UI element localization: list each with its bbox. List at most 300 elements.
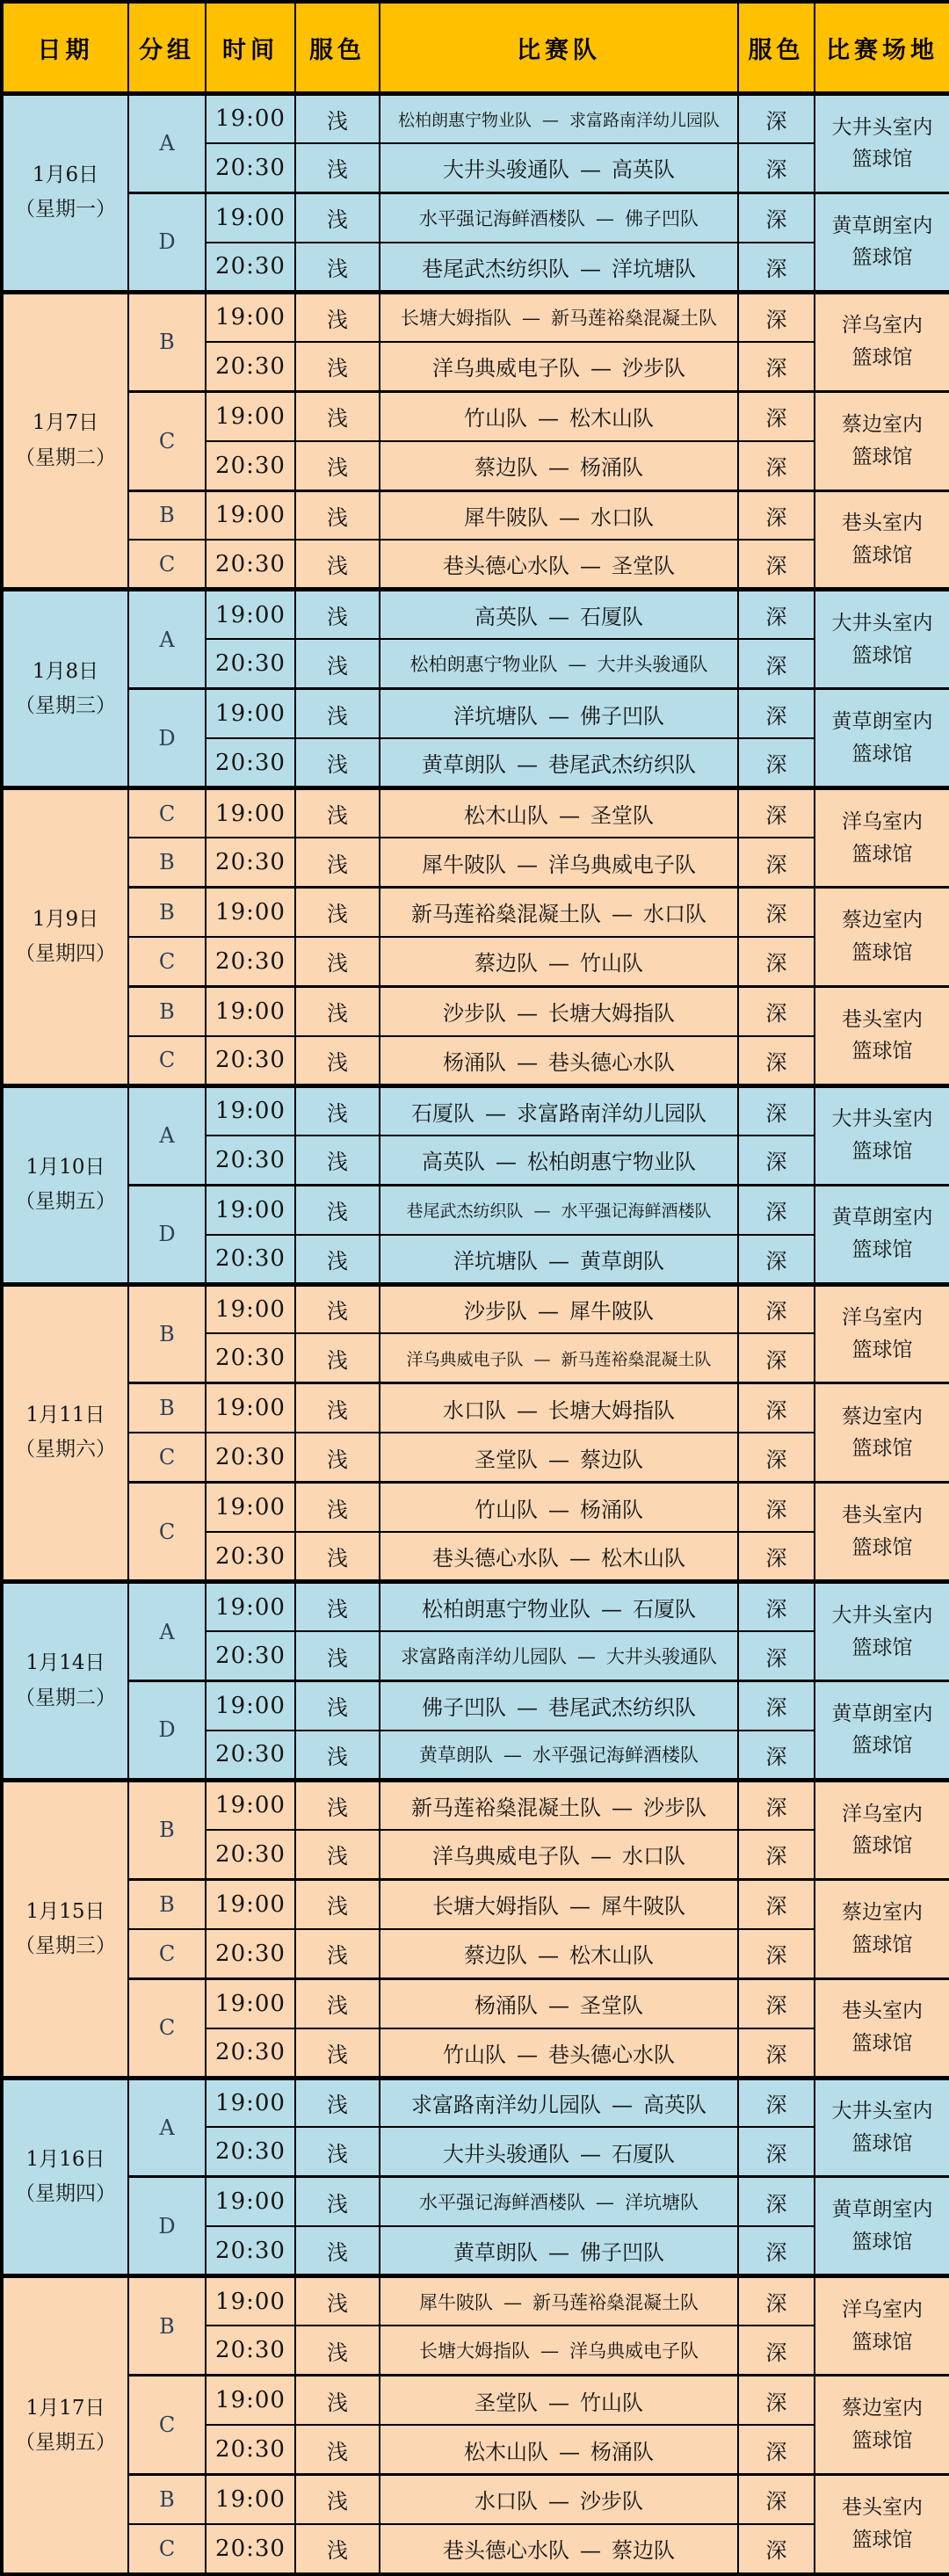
- match-row: [2, 2078, 949, 2127]
- date-line-1: 1月9日: [32, 907, 99, 931]
- home-team: 求富路南洋幼儿园队: [401, 1646, 567, 1668]
- venue-cell: [815, 391, 949, 490]
- group-cell: B: [128, 888, 206, 937]
- venue-line-1: 巷头室内: [842, 512, 923, 535]
- venue-cell: [815, 490, 949, 590]
- group-cell: B: [128, 2475, 206, 2524]
- match-cell: [380, 1830, 738, 1879]
- away-uniform-cell: 深: [738, 2226, 815, 2275]
- home-team: 圣堂队: [474, 1447, 538, 1472]
- vs-dash: —: [533, 1349, 551, 1369]
- date-line-1: 1月10日: [25, 1156, 105, 1179]
- group-cell: C: [128, 1036, 206, 1085]
- group-cell: B: [128, 1780, 206, 1879]
- away-uniform-cell: 深: [738, 292, 815, 341]
- home-team: 蔡边队: [474, 951, 538, 976]
- group-cell: C: [128, 2376, 206, 2475]
- match-cell: [380, 1731, 738, 1780]
- time-cell: 19:00: [206, 1780, 295, 1829]
- venue-cell: [815, 888, 949, 987]
- venue-line-1: 巷头室内: [842, 1007, 923, 1031]
- venue-line-1: 巷头室内: [842, 1503, 923, 1527]
- home-uniform-cell: 浅: [295, 1185, 380, 1234]
- venue-line-2: 篮球馆: [851, 1437, 913, 1461]
- home-team: 犀牛陂队: [422, 852, 506, 877]
- match-cell: [380, 2226, 738, 2275]
- home-team: 洋乌典威电子队: [406, 1349, 524, 1369]
- vs-dash: —: [569, 1894, 590, 1919]
- time-cell: 20:30: [206, 1136, 295, 1185]
- group-cell: B: [128, 838, 206, 887]
- match-row: [2, 986, 949, 1035]
- home-team: 沙步队: [443, 1001, 506, 1027]
- home-team: 长塘大姆指队: [401, 308, 511, 330]
- home-team: 石厦队: [411, 1100, 474, 1126]
- home-uniform-cell: 浅: [295, 1681, 380, 1731]
- group-cell: A: [128, 2078, 206, 2177]
- home-team: 松柏朗惠宁物业队: [409, 654, 558, 676]
- match-cell: [380, 1433, 738, 1482]
- match-row: [2, 2376, 949, 2425]
- venue-line-2: 篮球馆: [851, 1933, 913, 1956]
- away-team: 水口队: [590, 504, 654, 530]
- venue-line-1: 大井头室内: [831, 612, 933, 635]
- vs-dash: —: [596, 207, 614, 229]
- home-team: 大井头骏通队: [443, 157, 569, 183]
- venue-cell: [815, 2475, 949, 2575]
- match-cell: [380, 1582, 738, 1631]
- group-cell: A: [128, 1582, 206, 1681]
- match-row: [2, 1681, 949, 1731]
- venue-line-2: 篮球馆: [851, 246, 913, 270]
- away-uniform-cell: 深: [738, 2276, 815, 2326]
- time-cell: 20:30: [206, 1333, 295, 1382]
- match-cell: [380, 342, 738, 391]
- match-cell: [380, 1532, 738, 1581]
- date-cell: [2, 590, 128, 788]
- date-line-1: 1月11日: [25, 1404, 105, 1427]
- away-uniform-cell: 深: [738, 1631, 815, 1680]
- date-line-2: （星期五）: [15, 2430, 116, 2454]
- group-cell: A: [128, 94, 206, 193]
- time-cell: 20:30: [206, 2127, 295, 2176]
- away-uniform-cell: 深: [738, 391, 815, 440]
- venue-cell: [815, 2376, 949, 2475]
- home-team: 巷尾武杰纺织队: [406, 1201, 524, 1222]
- time-cell: 19:00: [206, 292, 295, 341]
- home-team: 松柏朗惠宁物业队: [397, 110, 532, 130]
- away-uniform-cell: 深: [738, 2326, 815, 2375]
- match-row: [2, 192, 949, 242]
- home-team: 杨涌队: [474, 1993, 538, 2019]
- home-team: 松柏朗惠宁物业队: [422, 1597, 590, 1622]
- home-uniform-cell: 浅: [295, 391, 380, 440]
- date-cell: [2, 1582, 128, 1781]
- time-cell: 20:30: [206, 2326, 295, 2375]
- venue-cell: [815, 1978, 949, 2078]
- away-team: 佛子凹队: [625, 207, 699, 229]
- away-uniform-cell: 深: [738, 143, 815, 192]
- vs-dash: —: [533, 1201, 551, 1222]
- away-team: 犀牛陂队: [601, 1894, 685, 1919]
- home-uniform-cell: 浅: [295, 1333, 380, 1382]
- vs-dash: —: [522, 308, 540, 330]
- away-team: 长塘大姆指队: [548, 1397, 675, 1423]
- date-line-2: （星期三）: [15, 1934, 116, 1957]
- home-team: 杨涌队: [443, 1049, 506, 1075]
- venue-cell: [815, 1681, 949, 1781]
- match-row: [2, 1433, 949, 1482]
- time-cell: 19:00: [206, 1383, 295, 1433]
- home-team: 犀牛陂队: [464, 504, 548, 530]
- venue-line-1: 黄草朗室内: [831, 2198, 933, 2222]
- away-uniform-cell: 深: [738, 1681, 815, 1731]
- away-uniform-cell: 深: [738, 94, 815, 143]
- group-cell: B: [128, 2276, 206, 2376]
- home-uniform-cell: 浅: [295, 937, 380, 986]
- match-cell: [380, 1136, 738, 1185]
- group-cell: C: [128, 1483, 206, 1582]
- home-team: 黄草朗队: [453, 2240, 538, 2266]
- home-uniform-cell: 浅: [295, 143, 380, 192]
- away-team: 石厦队: [580, 605, 643, 630]
- home-uniform-cell: 浅: [295, 1582, 380, 1631]
- vs-dash: —: [548, 2240, 569, 2266]
- away-team: 巷尾武杰纺织队: [548, 752, 696, 778]
- away-team: 巷尾武杰纺织队: [548, 1695, 696, 1721]
- venue-line-2: 篮球馆: [851, 346, 913, 370]
- match-cell: [380, 738, 738, 787]
- time-cell: 20:30: [206, 441, 295, 490]
- date-line-2: （星期五）: [15, 1190, 116, 1214]
- home-uniform-cell: 浅: [295, 1235, 380, 1284]
- away-uniform-cell: 深: [738, 590, 815, 639]
- home-team: 巷头德心水队: [443, 554, 569, 579]
- group-cell: B: [128, 292, 206, 391]
- venue-line-2: 篮球馆: [851, 543, 913, 567]
- away-uniform-cell: 深: [738, 1136, 815, 1185]
- group-cell: C: [128, 1929, 206, 1978]
- vs-dash: —: [559, 803, 580, 829]
- vs-dash: —: [538, 406, 559, 432]
- date-line-1: 1月14日: [25, 1651, 105, 1675]
- time-cell: 19:00: [206, 2078, 295, 2127]
- home-uniform-cell: 浅: [295, 342, 380, 391]
- match-row: [2, 590, 949, 639]
- away-uniform-cell: 深: [738, 788, 815, 838]
- away-uniform-cell: 深: [738, 1483, 815, 1532]
- vs-dash: —: [612, 2093, 633, 2118]
- date-line-2: （星期二）: [15, 1686, 116, 1709]
- home-uniform-cell: 浅: [295, 1383, 380, 1433]
- time-cell: 20:30: [206, 738, 295, 787]
- date-line-1: 1月7日: [32, 411, 99, 435]
- venue-line-2: 篮球馆: [851, 2330, 913, 2354]
- vs-dash: —: [580, 2538, 601, 2564]
- home-team: 洋乌典威电子队: [432, 1844, 580, 1869]
- venue-cell: [815, 788, 949, 888]
- match-cell: [380, 639, 738, 688]
- venue-cell: [815, 1085, 949, 1185]
- date-line-2: （星期二）: [15, 446, 116, 469]
- match-row: [2, 1185, 949, 1234]
- home-team: 水口队: [443, 1397, 506, 1423]
- group-cell: C: [128, 2524, 206, 2574]
- time-cell: 19:00: [206, 192, 295, 242]
- home-uniform-cell: 浅: [295, 1978, 380, 2028]
- home-team: 水平强记海鲜酒楼队: [419, 207, 585, 229]
- home-uniform-cell: 浅: [295, 1483, 380, 1532]
- away-team: 圣堂队: [590, 803, 654, 829]
- match-cell: [380, 2425, 738, 2474]
- venue-cell: [815, 94, 949, 193]
- match-cell: [380, 1483, 738, 1532]
- venue-line-1: 蔡边室内: [842, 1404, 923, 1428]
- match-row: [2, 1780, 949, 1829]
- time-cell: 19:00: [206, 986, 295, 1035]
- match-row: [2, 1383, 949, 1433]
- venue-line-1: 大井头室内: [831, 115, 933, 139]
- home-team: 蔡边队: [464, 1943, 527, 1969]
- away-uniform-cell: 深: [738, 1978, 815, 2028]
- group-cell: B: [128, 1284, 206, 1383]
- match-row: [2, 292, 949, 341]
- date-line-1: 1月6日: [32, 163, 99, 187]
- match-row: [2, 937, 949, 986]
- home-team: 高英队: [422, 1150, 485, 1175]
- time-cell: 19:00: [206, 689, 295, 738]
- venue-line-1: 蔡边室内: [842, 909, 923, 932]
- away-team: 巷头德心水队: [548, 1049, 675, 1075]
- home-team: 竹山队: [443, 2042, 506, 2067]
- match-row: [2, 540, 949, 589]
- date-line-2: （星期六）: [15, 1438, 116, 1462]
- vs-dash: —: [577, 1646, 596, 1668]
- venue-cell: [815, 1284, 949, 1383]
- time-cell: 19:00: [206, 490, 295, 540]
- match-row: [2, 1929, 949, 1978]
- home-uniform-cell: 浅: [295, 1731, 380, 1780]
- away-team: 求富路南洋幼儿园队: [569, 110, 721, 130]
- vs-dash: —: [559, 2439, 580, 2464]
- away-uniform-cell: 深: [738, 1929, 815, 1978]
- vs-dash: —: [590, 356, 612, 381]
- away-team: 高英队: [612, 157, 675, 183]
- time-cell: 20:30: [206, 540, 295, 589]
- away-team: 松木山队: [569, 1943, 654, 1969]
- vs-dash: —: [517, 852, 538, 877]
- venue-cell: [815, 2177, 949, 2276]
- match-cell: [380, 689, 738, 738]
- match-cell: [380, 888, 738, 937]
- date-cell: [2, 788, 128, 1086]
- match-cell: [380, 243, 738, 292]
- time-cell: 20:30: [206, 2524, 295, 2574]
- venue-line-1: 大井头室内: [831, 1603, 933, 1627]
- venue-line-2: 篮球馆: [851, 1040, 913, 1063]
- home-team: 巷头德心水队: [443, 2538, 569, 2564]
- match-cell: [380, 143, 738, 192]
- match-cell: [380, 1681, 738, 1731]
- group-cell: D: [128, 1681, 206, 1781]
- venue-line-2: 篮球馆: [851, 2131, 913, 2155]
- date-line-1: 1月16日: [25, 2147, 105, 2171]
- away-uniform-cell: 深: [738, 1731, 815, 1780]
- match-cell: [380, 1235, 738, 1284]
- vs-dash: —: [612, 1795, 633, 1820]
- home-uniform-cell: 浅: [295, 2475, 380, 2524]
- venue-line-2: 篮球馆: [851, 2230, 913, 2253]
- group-cell: C: [128, 540, 206, 589]
- date-cell: [2, 2078, 128, 2276]
- match-cell: [380, 192, 738, 242]
- away-uniform-cell: 深: [738, 342, 815, 391]
- match-row: [2, 2177, 949, 2226]
- time-cell: 19:00: [206, 2376, 295, 2425]
- venue-line-2: 篮球馆: [851, 1535, 913, 1559]
- away-team: 黄草朗队: [580, 1248, 664, 1273]
- home-uniform-cell: 浅: [295, 986, 380, 1035]
- venue-line-1: 黄草朗室内: [831, 214, 933, 237]
- match-cell: [380, 1978, 738, 2028]
- home-uniform-cell: 浅: [295, 2078, 380, 2127]
- vs-dash: —: [540, 2340, 559, 2362]
- group-cell: C: [128, 788, 206, 838]
- away-uniform-cell: 深: [738, 2425, 815, 2474]
- group-cell: D: [128, 689, 206, 788]
- date-cell: [2, 94, 128, 293]
- home-team: 新马莲裕燊混凝土队: [411, 902, 601, 927]
- away-uniform-cell: 深: [738, 1830, 815, 1879]
- time-cell: 20:30: [206, 1235, 295, 1284]
- away-team: 沙步队: [643, 1795, 706, 1820]
- match-cell: [380, 1929, 738, 1978]
- time-cell: 19:00: [206, 1978, 295, 2028]
- venue-line-1: 黄草朗室内: [831, 709, 933, 733]
- away-team: 水口队: [622, 1844, 685, 1869]
- time-cell: 19:00: [206, 94, 295, 143]
- group-cell: A: [128, 1085, 206, 1185]
- column-header-uniform-home: 服色: [295, 2, 380, 94]
- match-row: [2, 1085, 949, 1135]
- vs-dash: —: [548, 2390, 569, 2415]
- time-cell: 20:30: [206, 639, 295, 688]
- home-uniform-cell: 浅: [295, 441, 380, 490]
- home-team: 大井头骏通队: [443, 2141, 569, 2166]
- venue-line-2: 篮球馆: [851, 1834, 913, 1858]
- venue-line-2: 篮球馆: [851, 1140, 913, 1164]
- time-cell: 19:00: [206, 788, 295, 838]
- match-cell: [380, 986, 738, 1035]
- column-header-venue: 比赛场地: [815, 2, 949, 94]
- time-cell: 19:00: [206, 888, 295, 937]
- vs-dash: —: [559, 504, 580, 530]
- home-uniform-cell: 浅: [295, 2326, 380, 2375]
- group-cell: B: [128, 1879, 206, 1928]
- match-cell: [380, 1780, 738, 1829]
- vs-dash: —: [590, 1844, 612, 1869]
- venue-cell: [815, 192, 949, 292]
- match-cell: [380, 441, 738, 490]
- vs-dash: —: [548, 605, 569, 630]
- vs-dash: —: [580, 554, 601, 579]
- away-uniform-cell: 深: [738, 2524, 815, 2574]
- match-row: [2, 490, 949, 540]
- time-cell: 20:30: [206, 2226, 295, 2275]
- venue-line-1: 洋乌室内: [842, 314, 923, 337]
- venue-line-2: 篮球馆: [851, 742, 913, 766]
- venue-line-2: 篮球馆: [851, 643, 913, 667]
- group-cell: A: [128, 590, 206, 689]
- match-cell: [380, 2028, 738, 2078]
- time-cell: 19:00: [206, 391, 295, 440]
- header-row: [2, 2, 949, 94]
- venue-cell: [815, 1582, 949, 1681]
- away-uniform-cell: 深: [738, 192, 815, 242]
- home-uniform-cell: 浅: [295, 1631, 380, 1680]
- home-team: 沙步队: [464, 1299, 527, 1324]
- away-uniform-cell: 深: [738, 490, 815, 540]
- away-team: 水平强记海鲜酒楼队: [532, 1745, 699, 1767]
- date-line-1: 1月17日: [25, 2396, 105, 2420]
- group-cell: D: [128, 192, 206, 292]
- match-cell: [380, 2376, 738, 2425]
- group-cell: D: [128, 1185, 206, 1284]
- time-cell: 19:00: [206, 590, 295, 639]
- time-cell: 20:30: [206, 2425, 295, 2474]
- vs-dash: —: [542, 110, 559, 130]
- home-uniform-cell: 浅: [295, 689, 380, 738]
- away-uniform-cell: 深: [738, 441, 815, 490]
- home-team: 圣堂队: [474, 2390, 538, 2415]
- time-cell: 19:00: [206, 2177, 295, 2226]
- away-uniform-cell: 深: [738, 838, 815, 887]
- away-uniform-cell: 深: [738, 2078, 815, 2127]
- column-header-date: 日期: [2, 2, 128, 94]
- away-uniform-cell: 深: [738, 1284, 815, 1333]
- vs-dash: —: [569, 1546, 590, 1571]
- away-uniform-cell: 深: [738, 738, 815, 787]
- match-cell: [380, 1631, 738, 1680]
- vs-dash: —: [612, 902, 633, 927]
- home-uniform-cell: 浅: [295, 838, 380, 887]
- away-team: 洋乌典威电子队: [548, 852, 696, 877]
- time-cell: 20:30: [206, 1731, 295, 1780]
- home-uniform-cell: 浅: [295, 2028, 380, 2078]
- home-uniform-cell: 浅: [295, 888, 380, 937]
- vs-dash: —: [580, 2141, 601, 2166]
- match-cell: [380, 1085, 738, 1135]
- away-uniform-cell: 深: [738, 689, 815, 738]
- home-team: 黄草朗队: [422, 752, 506, 778]
- venue-line-2: 篮球馆: [851, 940, 913, 964]
- away-team: 蔡边队: [580, 1447, 643, 1472]
- home-uniform-cell: 浅: [295, 1284, 380, 1333]
- away-team: 大井头骏通队: [597, 654, 708, 676]
- vs-dash: —: [517, 1397, 538, 1423]
- away-uniform-cell: 深: [738, 1185, 815, 1234]
- vs-dash: —: [548, 951, 569, 976]
- home-uniform-cell: 浅: [295, 243, 380, 292]
- match-row: [2, 1036, 949, 1085]
- match-cell: [380, 1284, 738, 1333]
- match-row: [2, 2475, 949, 2524]
- home-uniform-cell: 浅: [295, 2425, 380, 2474]
- away-uniform-cell: 深: [738, 243, 815, 292]
- column-header-uniform-away: 服色: [738, 2, 815, 94]
- group-cell: C: [128, 391, 206, 490]
- match-cell: [380, 292, 738, 341]
